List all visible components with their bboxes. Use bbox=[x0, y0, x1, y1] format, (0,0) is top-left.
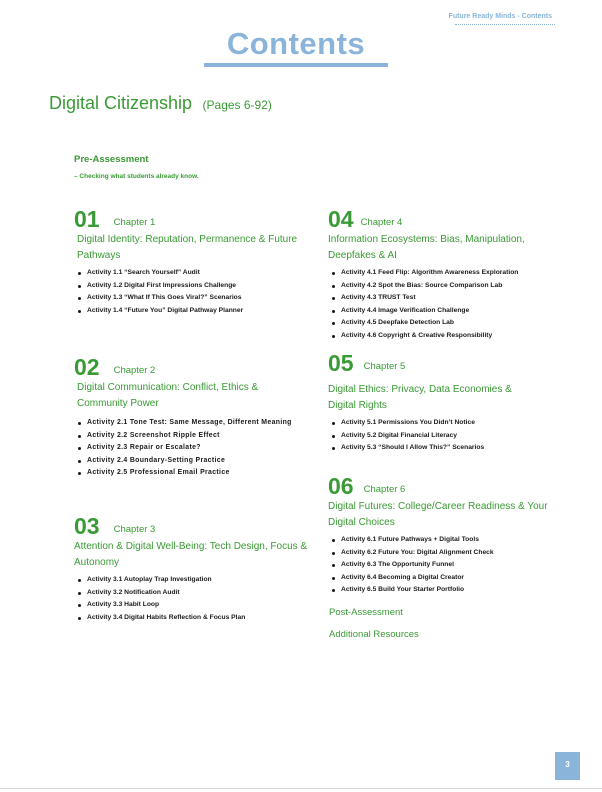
chapter-number: 05 bbox=[328, 350, 354, 376]
pre-assessment-subtitle: – Checking what students already know. bbox=[74, 173, 199, 180]
activity-item: Activity 1.2 Digital First Impressions Challenge bbox=[74, 280, 319, 293]
chapter-title: Attention & Digital Well-Being: Tech Design, Focus & Autonomy bbox=[74, 541, 308, 568]
activity-item: Activity 4.2 Spot the Bias: Source Comparison Lab bbox=[328, 280, 568, 293]
additional-resources-link[interactable]: Additional Resources bbox=[329, 629, 419, 640]
chapter-title: Digital Communication: Conflict, Ethics & Community Power bbox=[77, 382, 259, 409]
chapter-4 bbox=[328, 208, 568, 343]
chapter-title: Digital Ethics: Privacy, Data Economies & Digital Rights bbox=[328, 384, 512, 411]
post-assessment-link[interactable]: Post-Assessment bbox=[329, 607, 403, 618]
activity-item: Activity 5.1 Permissions You Didn’t Notice bbox=[328, 417, 568, 430]
chapter-number: 03 bbox=[74, 513, 100, 539]
activity-item: Activity 3.1 Autoplay Trap Investigation bbox=[74, 574, 319, 587]
activity-item: Activity 6.3 The Opportunity Funnel bbox=[328, 559, 568, 572]
chapter-label: Chapter 5 bbox=[363, 361, 406, 372]
activity-item: Activity 6.5 Build Your Starter Portfolio bbox=[328, 584, 568, 597]
chapter-label: Chapter 3 bbox=[113, 524, 156, 535]
title-underline bbox=[204, 63, 388, 67]
chapter-title: Digital Futures: College/Career Readiness & Your Digital Choices bbox=[328, 501, 548, 528]
chapter-2 bbox=[74, 356, 319, 480]
chapter-6 bbox=[328, 475, 568, 597]
chapter-label: Chapter 6 bbox=[363, 484, 406, 495]
page-number: 3 bbox=[555, 752, 580, 780]
chapter-label: Chapter 1 bbox=[113, 217, 156, 228]
activity-item: Activity 2.1 Tone Test: Same Message, Different Meaning bbox=[74, 417, 319, 430]
activity-item: Activity 3.4 Digital Habits Reflection & Focus Plan bbox=[74, 612, 319, 625]
activity-item: Activity 6.4 Becoming a Digital Creator bbox=[328, 572, 568, 585]
header-rule bbox=[455, 24, 555, 25]
page-title: Contents bbox=[226, 26, 366, 61]
activity-item: Activity 2.4 Boundary-Setting Practice bbox=[74, 455, 319, 468]
running-header: Future Ready Minds - Contents bbox=[448, 13, 552, 20]
chapter-number: 06 bbox=[328, 473, 354, 499]
activity-item: Activity 2.2 Screenshot Ripple Effect bbox=[74, 430, 319, 443]
activity-item: Activity 4.5 Deepfake Detection Lab bbox=[328, 317, 568, 330]
section-heading bbox=[49, 93, 272, 114]
activity-item: Activity 1.4 “Future You” Digital Pathway Planner bbox=[74, 305, 319, 318]
chapter-number: 01 bbox=[74, 206, 100, 232]
chapter-number: 02 bbox=[74, 354, 100, 380]
activity-item: Activity 6.2 Future You: Digital Alignment Check bbox=[328, 547, 568, 560]
activity-item: Activity 4.3 TRUST Test bbox=[328, 292, 568, 305]
bottom-rule bbox=[0, 788, 602, 789]
activity-item: Activity 5.2 Digital Financial Literacy bbox=[328, 430, 568, 443]
activity-item: Activity 3.3 Habit Loop bbox=[74, 599, 319, 612]
chapter-title: Information Ecosystems: Bias, Manipulation, Deepfakes & AI bbox=[328, 234, 525, 261]
section-pages: (Pages 6-92) bbox=[202, 98, 272, 112]
chapter-number: 04 bbox=[328, 206, 354, 232]
activity-item: Activity 2.5 Professional Email Practice bbox=[74, 467, 319, 480]
chapter-title: Digital Identity: Reputation, Permanence & Future Pathways bbox=[77, 234, 298, 261]
pre-assessment-title: Pre-Assessment bbox=[74, 154, 149, 165]
chapter-label: Chapter 2 bbox=[113, 365, 156, 376]
activity-item: Activity 6.1 Future Pathways + Digital Tools bbox=[328, 534, 568, 547]
activity-item: Activity 3.2 Notification Audit bbox=[74, 587, 319, 600]
activity-item: Activity 2.3 Repair or Escalate? bbox=[74, 442, 319, 455]
activity-item: Activity 4.4 Image Verification Challenge bbox=[328, 305, 568, 318]
activity-item: Activity 1.3 “What If This Goes Viral?” Scenarios bbox=[74, 292, 319, 305]
activity-item: Activity 5.3 “Should I Allow This?” Scenarios bbox=[328, 442, 568, 455]
chapter-3 bbox=[74, 515, 319, 624]
chapter-1 bbox=[74, 208, 319, 317]
activity-item: Activity 1.1 “Search Yourself” Audit bbox=[74, 267, 319, 280]
section-title: Digital Citizenship bbox=[49, 93, 193, 113]
chapter-label: Chapter 4 bbox=[360, 217, 403, 228]
activity-item: Activity 4.6 Copyright & Creative Responsibility bbox=[328, 330, 568, 343]
activity-item: Activity 4.1 Feed Flip: Algorithm Awareness Exploration bbox=[328, 267, 568, 280]
chapter-5 bbox=[328, 352, 568, 455]
